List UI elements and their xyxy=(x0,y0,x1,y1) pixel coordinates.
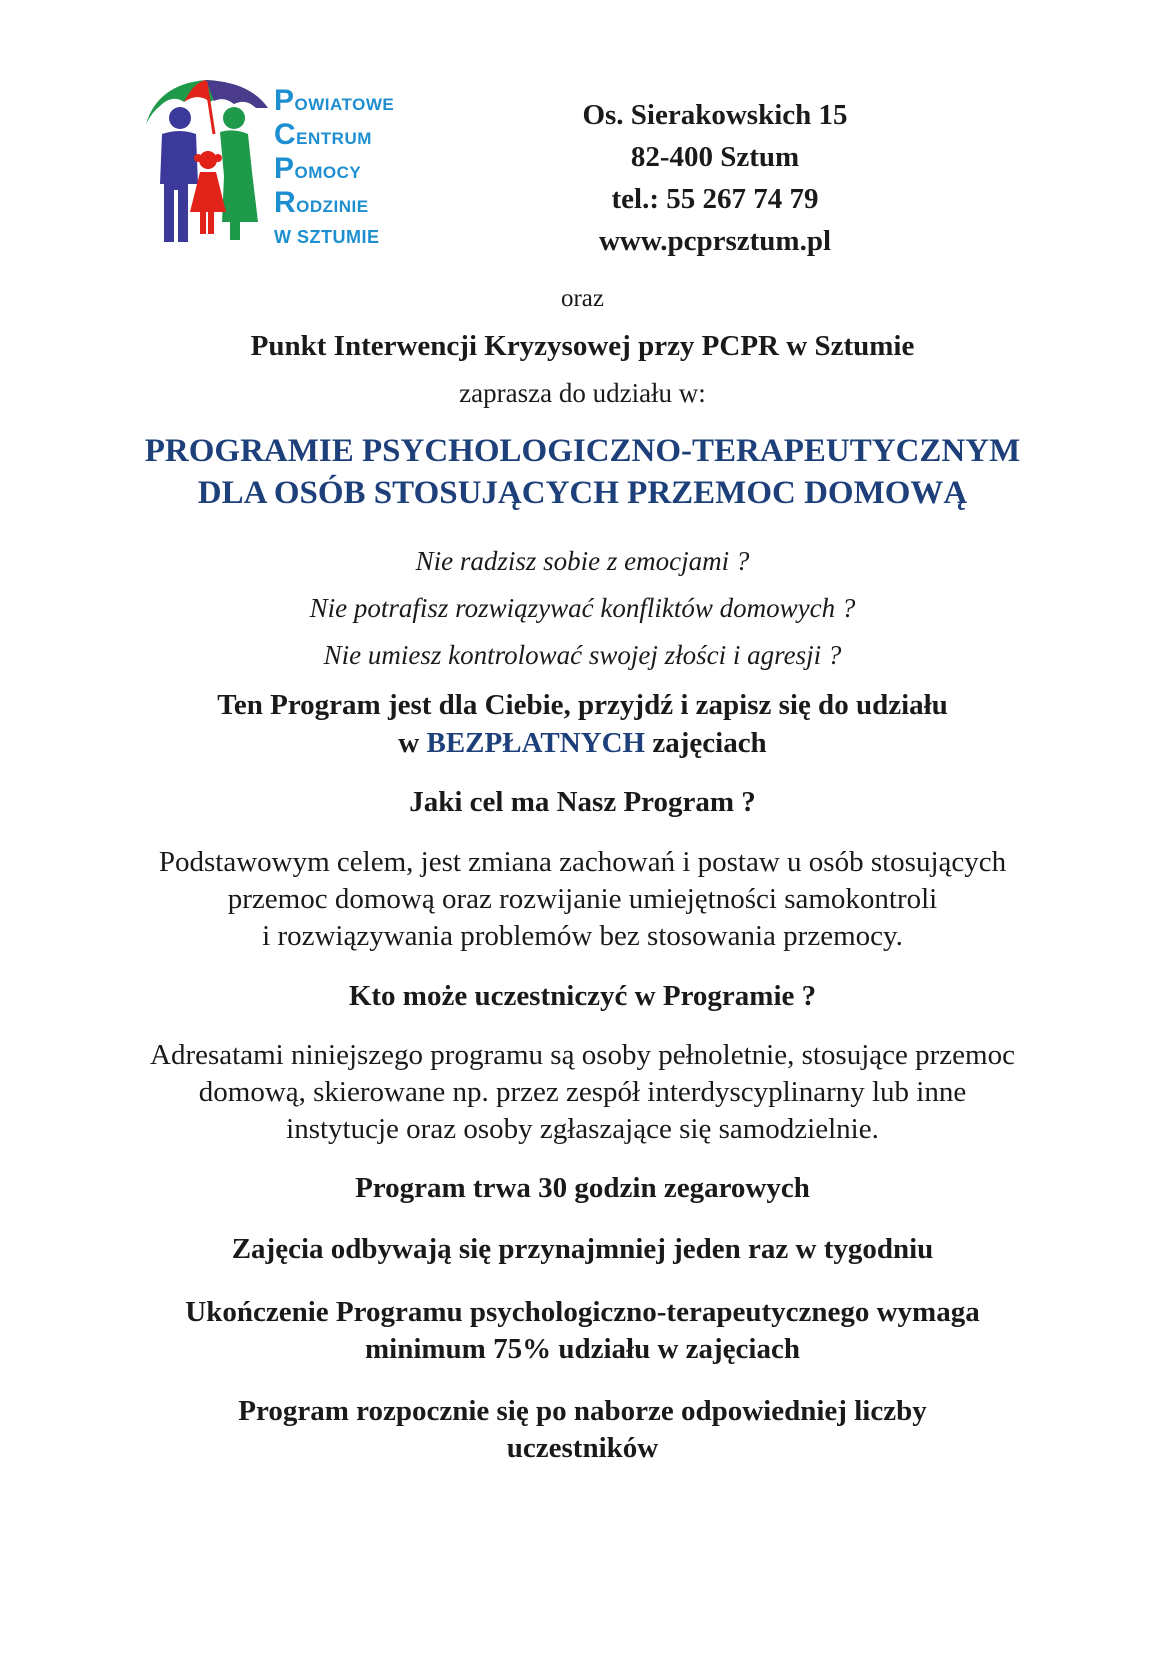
cta-line: w BEZPŁATNYCH zajęciach xyxy=(398,727,767,759)
paragraph-line: domową, skierowane np. przez zespół interdyscyplinarny lub inne xyxy=(198,1076,967,1108)
headline-line: PROGRAMIE PSYCHOLOGICZNO-TERAPEUTYCZNYM xyxy=(144,433,1021,469)
completion-fact xyxy=(0,1294,1165,1368)
frequency-fact: Zajęcia odbywają się przynajmniej jeden raz w tygodniu xyxy=(231,1233,934,1265)
paragraph-line: Adresatami niniejszego programu są osoby pełnoletnie, stosujące przemoc xyxy=(150,1039,1015,1071)
logo-line: POMOCY xyxy=(274,152,362,185)
question-list xyxy=(0,538,1165,679)
pcpr-logo xyxy=(138,72,438,262)
logo-line: POWIATOWE xyxy=(274,84,395,117)
headline-line: DLA OSÓB STOSUJĄCYCH PRZEMOC DOMOWĄ xyxy=(197,475,968,511)
fact-line: Ukończenie Programu psychologiczno-terapeutycznego wymaga xyxy=(185,1296,980,1328)
paragraph-line: Podstawowym celem, jest zmiana zachowań i postaw u osób stosujących xyxy=(158,846,1007,878)
call-to-action xyxy=(0,686,1165,762)
street-address: Os. Sierakowskich 15 xyxy=(582,99,848,131)
family-umbrella-icon xyxy=(138,72,278,252)
goal-heading: Jaki cel ma Nasz Program ? xyxy=(409,786,756,818)
fact-line: Program rozpocznie się po naborze odpowiedniej liczby xyxy=(238,1395,927,1427)
start-fact xyxy=(0,1393,1165,1467)
free-highlight: BEZPŁATNYCH xyxy=(426,727,646,759)
contact-address xyxy=(560,94,870,262)
cta-line: Ten Program jest dla Ciebie, przyjdź i zapisz się do udziału xyxy=(217,689,948,721)
fact-line: uczestników xyxy=(506,1432,659,1464)
conjunction-text: oraz xyxy=(560,285,605,312)
logo-line: RODZINIE xyxy=(274,186,369,219)
logo-line-location: W SZTUMIE xyxy=(274,227,380,247)
who-paragraph xyxy=(0,1037,1165,1148)
logo-wordmark xyxy=(274,86,394,252)
website-link[interactable]: www.pcprsztum.pl xyxy=(598,225,831,257)
paragraph-line: i rozwiązywania problemów bez stosowania przemocy. xyxy=(262,920,903,952)
question-item: Nie umiesz kontrolować swojej złości i agresji ? xyxy=(323,640,842,670)
goal-paragraph xyxy=(0,844,1165,955)
question-item: Nie potrafisz rozwiązywać konfliktów domowych ? xyxy=(309,593,856,623)
paragraph-line: przemoc domową oraz rozwijanie umiejętności samokontroli xyxy=(227,883,938,915)
duration-fact: Program trwa 30 godzin zegarowych xyxy=(355,1172,810,1204)
program-headline xyxy=(0,430,1165,514)
who-heading: Kto może uczestniczyć w Programie ? xyxy=(348,980,817,1012)
postal-city: 82-400 Sztum xyxy=(630,141,800,173)
invite-text: zaprasza do udziału w: xyxy=(459,378,706,408)
phone-number: tel.: 55 267 74 79 xyxy=(611,183,819,215)
paragraph-line: instytucje oraz osoby zgłaszające się samodzielnie. xyxy=(286,1113,879,1145)
organizer-name: Punkt Interwencji Kryzysowej przy PCPR w Sztumie xyxy=(250,330,915,362)
question-item: Nie radzisz sobie z emocjami ? xyxy=(415,546,750,576)
logo-line: CENTRUM xyxy=(274,118,372,151)
fact-line: minimum 75% udziału w zajęciach xyxy=(365,1333,800,1365)
